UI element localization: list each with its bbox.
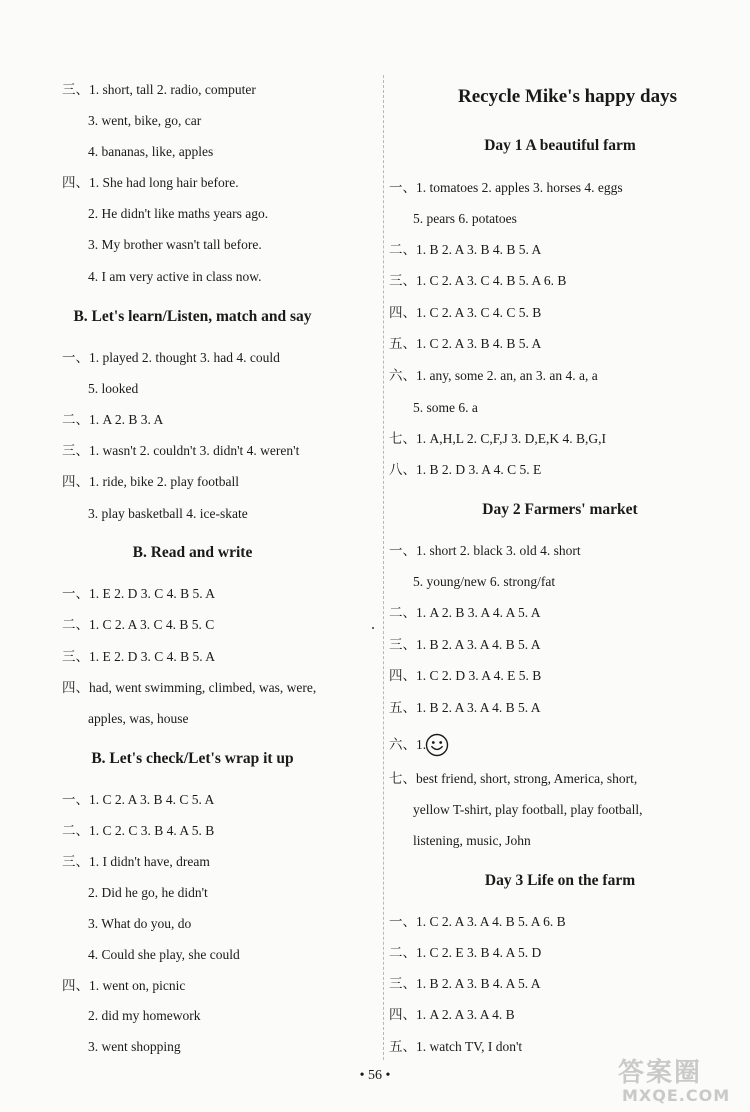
answer-line: 一、1. E 2. D 3. C 4. B 5. A <box>62 586 216 601</box>
answer-line: 四、1. A 2. A 3. A 4. B <box>389 1007 515 1022</box>
answer-line: 四、1. She had long hair before. <box>62 175 239 190</box>
answer-line: 一、1. short 2. black 3. old 4. short <box>389 543 581 558</box>
watermark-url: MXQE.COM <box>622 1086 731 1105</box>
answer-line: 一、1. played 2. thought 3. had 4. could <box>62 350 280 365</box>
answer-line: 2. did my homework <box>88 1008 201 1023</box>
answer-line: 四、had, went swimming, climbed, was, were, <box>62 680 317 695</box>
section-heading: B. Let's check/Let's wrap it up <box>91 750 294 767</box>
answer-line: 五、1. C 2. A 3. B 4. B 5. A <box>389 336 542 351</box>
page-title: Recycle Mike's happy days <box>457 86 678 107</box>
answer-line: 三、1. C 2. A 3. C 4. B 5. A 6. B <box>389 273 567 288</box>
section-heading: Day 1 A beautiful farm <box>484 137 636 154</box>
answer-line: 5. looked <box>88 381 139 396</box>
answer-line: 三、1. I didn't have, dream <box>62 854 210 869</box>
answer-line: 六、1. <box>389 737 427 752</box>
answer-line: 三、1. B 2. A 3. A 4. B 5. A <box>389 637 541 652</box>
answer-line: 2. He didn't like maths years ago. <box>88 206 269 221</box>
answer-line: 三、1. short, tall 2. radio, computer <box>62 82 256 97</box>
answer-line: 四、1. C 2. A 3. C 4. C 5. B <box>389 305 542 320</box>
answer-line: 3. went, bike, go, car <box>88 113 202 128</box>
answer-line: apples, was, house <box>88 711 189 726</box>
answer-line: 七、1. A,H,L 2. C,F,J 3. D,E,K 4. B,G,I <box>389 431 607 446</box>
answer-line: 一、1. tomatoes 2. apples 3. horses 4. eggs <box>389 180 623 195</box>
answer-line: 4. Could she play, she could <box>88 947 240 962</box>
answer-line: 一、1. C 2. A 3. B 4. C 5. A <box>62 792 215 807</box>
answer-line: 二、1. B 2. A 3. B 4. B 5. A <box>389 242 542 257</box>
answer-line: 5. some 6. a <box>413 400 478 415</box>
answer-line: 5. young/new 6. strong/fat <box>413 574 556 589</box>
answer-line: 六、1. any, some 2. an, an 3. an 4. a, a <box>389 368 598 383</box>
answer-line: 三、1. E 2. D 3. C 4. B 5. A <box>62 649 216 664</box>
answer-line: 四、1. ride, bike 2. play football <box>62 474 239 489</box>
answer-line: 二、1. C 2. A 3. C 4. B 5. C <box>62 617 215 632</box>
section-heading: B. Let's learn/Listen, match and say <box>73 308 312 325</box>
answer-line: 四、1. C 2. D 3. A 4. E 5. B <box>389 668 542 683</box>
answer-line: 五、1. watch TV, I don't <box>389 1039 523 1054</box>
answer-line: 3. My brother wasn't tall before. <box>88 237 262 252</box>
answer-line: 一、1. C 2. A 3. A 4. B 5. A 6. B <box>389 914 566 929</box>
answer-line: yellow T-shirt, play football, play football, <box>413 802 643 817</box>
stray-dot <box>372 627 374 629</box>
smiley-face-icon <box>425 733 449 757</box>
answer-line: 三、1. wasn't 2. couldn't 3. didn't 4. weren't <box>62 443 300 458</box>
section-heading: B. Read and write <box>132 544 253 561</box>
site-watermark <box>600 1052 745 1108</box>
watermark-logo-text: 答案圈 <box>618 1058 703 1088</box>
column-divider <box>383 75 384 1060</box>
answer-line: 三、1. B 2. A 3. B 4. A 5. A <box>389 976 541 991</box>
answer-line: 4. I am very active in class now. <box>88 269 262 284</box>
answer-line: 四、1. went on, picnic <box>62 978 186 993</box>
answer-line: 二、1. A 2. B 3. A <box>62 412 164 427</box>
answer-line: 二、1. A 2. B 3. A 4. A 5. A <box>389 605 541 620</box>
section-heading: Day 2 Farmers' market <box>482 501 638 518</box>
answer-line: 五、1. B 2. A 3. A 4. B 5. A <box>389 700 541 715</box>
page-number: • 56 • <box>359 1068 391 1083</box>
answer-line: listening, music, John <box>413 833 531 848</box>
answer-line: 二、1. C 2. C 3. B 4. A 5. B <box>62 823 215 838</box>
answer-line: 3. went shopping <box>88 1039 181 1054</box>
answer-line: 八、1. B 2. D 3. A 4. C 5. E <box>389 462 542 477</box>
answer-line: 二、1. C 2. E 3. B 4. A 5. D <box>389 945 542 960</box>
section-heading: Day 3 Life on the farm <box>484 872 636 889</box>
answer-line: 3. play basketball 4. ice-skate <box>88 506 248 521</box>
answer-line: 5. pears 6. potatoes <box>413 211 517 226</box>
answer-line: 4. bananas, like, apples <box>88 144 214 159</box>
answer-line: 3. What do you, do <box>88 916 192 931</box>
answer-line: 2. Did he go, he didn't <box>88 885 208 900</box>
answer-line: 七、best friend, short, strong, America, short, <box>389 771 638 786</box>
